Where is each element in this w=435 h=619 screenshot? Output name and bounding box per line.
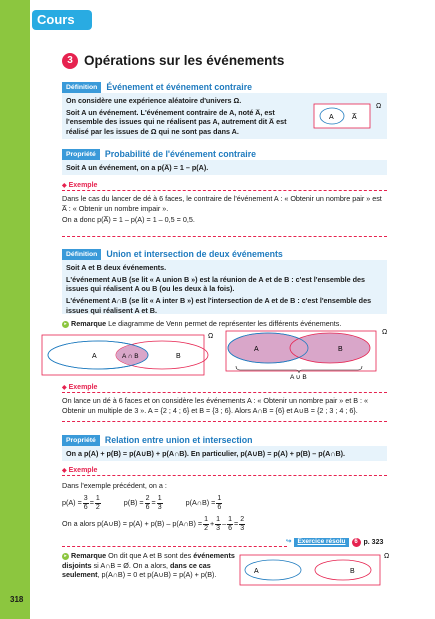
property-badge: Propriété [62,435,100,446]
arrow-right-icon: ▸ [62,321,69,328]
prop2-text: On a p(A) + p(B) = p(A∪B) + p(A∩B). En particulier, p(A∪B) = p(A) + p(B) – p(A∩B). [66,449,346,458]
frac-den: 6 [217,503,222,511]
frac-num: 3 [83,494,88,502]
property-badge: Propriété [62,149,100,160]
frac-den: 2 [95,503,100,511]
section-title [62,52,284,70]
frac-num: 1 [216,515,221,523]
example-2-text [62,396,387,417]
example-2-rule [62,392,387,393]
ex3-probabilities [62,495,387,512]
prop1-text: Soit A un événement, on a p(A̅) = 1 – p(A). [66,163,209,172]
def1-p2: Soit A un événement. L'événement contraire de A, noté A̅, est l'ensemble des issues qui ne réalisent pas A, autrement dit A̅ est réalisé par les issues de Ω qui ne sont pas dans A. [66,107,287,137]
frac-den: 2 [204,524,208,532]
section-number: 3 [62,53,78,69]
ex3-line-text: On a alors p(A∪B) = p(A) + p(B) – p(A∩B) = [62,519,203,529]
venn2-a: A [254,346,259,353]
arrow-right-icon: ↪ [286,538,292,546]
remark-2-t3: On a alors, [132,560,169,570]
example-label-text: Exemple [68,467,98,474]
def2-p2: L'événement A∪B (se lit « A union B ») est la réunion de A et de B : c'est l'ensemble des issues qui réalisent A ou B (ou les deux à la fois). [66,274,366,294]
frac-num: 1 [157,494,162,502]
venn-complement-diagram [312,99,387,131]
cours-tab: Cours [32,10,92,30]
venn-label-abar: A̅ [352,114,357,121]
ex1-p2: On a donc p(A̅) = 1 – p(A) = 1 – 0,5 = 0,5. [62,215,195,225]
def1-p1: On considère une expérience aléatoire d'univers Ω. [66,96,242,105]
def2-p3: L'événement A∩B (se lit « A inter B ») est l'intersection de A et de B : c'est l'ensemble des issues qui réalisent A et B. [66,296,372,315]
frac-num: 1 [95,494,100,502]
example-3-rule [62,475,387,476]
exercise-page: p. 323 [363,539,384,546]
remark-label: Remarque [71,319,107,328]
venn-union-diagram [222,326,392,380]
definition-badge: Définition [62,249,101,260]
ex2-text: On lance un dé à 6 faces et on considère les événements A : « Obtenir un nombre pair » et B : « Obtenir un multiple de 3 ». A = {2 ; 4 ; 6} et B = {3 ; 6}. Alors A∩B = {6} et A∪B = {2 ; 3 ; 4 ; 6}. [62,396,369,415]
remark-2-t3b: dans ce cas seulement [62,560,211,580]
ex3-pab-label: p(A∩B) = [185,498,216,508]
venn3-omega: Ω [384,553,390,560]
frac-num: 2 [145,494,150,502]
definition-1-box [62,93,387,139]
ex1-p1: Dans le cas du lancer de dé à 6 faces, le contraire de l'événement A : « Obtenir un nombre pair » est A̅ : « Obtenir un nombre impair ». [62,194,382,213]
page-number: 318 [10,595,24,604]
venn1-inter: A ∩ B [122,353,139,360]
frac-num: 1 [217,494,222,502]
example-label-text: Exemple [68,384,98,391]
exercice-resolu-label[interactable]: Exercice résolu [294,538,348,547]
ex3-intro: Dans l'exemple précédent, on a : [62,481,167,490]
arrow-right-icon: ▸ [62,553,69,560]
example-3-label: ◆ Exemple [62,467,98,474]
example-2-rule-end [62,421,387,422]
remark-2-t1: On dit que A et B sont des [108,551,192,560]
venn2-omega: Ω [382,329,388,336]
frac-den: 6 [83,503,88,511]
property-2-box [62,446,387,461]
example-1-rule [62,190,387,191]
definition-badge: Définition [62,82,101,93]
venn-disjoint-diagram [238,550,393,588]
section-heading: Opérations sur les événements [84,53,285,68]
side-color-bar [0,0,30,619]
venn-label-omega: Ω [376,103,382,110]
example-label-text: Exemple [68,182,98,189]
venn2-union: A ∪ B [290,374,307,380]
ex3-union-line: On a alors p(A∪B) = p(A) + p(B) – p(A∩B) = $\frac{1}{2}$ + $\frac{1}{3}$ – $\frac{1}{6}$ = $\frac{2}{3}$ [62,515,245,532]
frac-den: 3 [240,524,245,532]
frac-den: 3 [216,524,221,532]
def2-p1: Soit A et B deux événements. [66,263,167,272]
venn2-b: B [338,346,343,353]
ex3-pa: p(A) = $\frac{3}{6}$ = $\frac{1}{2}$ [62,494,100,511]
exercise-number: 6 [352,538,361,547]
frac-den: 6 [145,503,150,511]
definition-2-box [62,260,387,314]
remark-label: Remarque [71,551,107,560]
frac-den: 6 [228,524,232,532]
venn1-b: B [176,353,181,360]
definition-title: Événement et événement contraire [106,82,253,92]
ex3-pb: p(B) = $\frac{2}{6}$ = $\frac{1}{3}$ [123,494,162,511]
venn1-omega: Ω [208,333,214,340]
remark-2-t2: si A∩B = Ø. [93,560,131,570]
venn3-b: B [350,568,355,575]
venn3-a: A [254,568,259,575]
exercice-resolu-link[interactable] [286,538,383,547]
example-1-text [62,194,387,227]
property-1-box [62,160,387,175]
definition-title: Union et intersection de deux événements [106,249,283,259]
venn1-a: A [92,353,97,360]
venn-label-a: A [329,114,334,121]
remark-2 [62,551,237,580]
example-3-rule-end [62,546,287,547]
ex3-pab [186,495,224,512]
ex3-pa-label: p(A) = [62,498,82,508]
remark-2-t1b: événements disjoints [62,551,235,570]
property-title: Relation entre union et intersection [104,435,253,445]
remark-1-text: Le diagramme de Venn permet de représenter les différents événements. [108,319,342,328]
ex3-pb-label: p(B) = [123,498,144,508]
example-2-label: ◆ Exemple [62,384,98,391]
example-1-label: ◆ Exemple [62,182,98,189]
property-title: Probabilité de l'événement contraire [104,149,257,159]
frac-num: 2 [240,515,245,523]
frac-den: 3 [157,503,162,511]
venn-intersection-diagram [38,330,218,380]
frac-num: 1 [204,515,208,523]
frac-num: 1 [228,515,232,523]
example-3-text [62,481,387,533]
remark-2-t4: , p(A∩B) = 0 et p(A∪B) = p(A) + p(B). [97,570,217,580]
example-1-rule-end [62,236,387,237]
